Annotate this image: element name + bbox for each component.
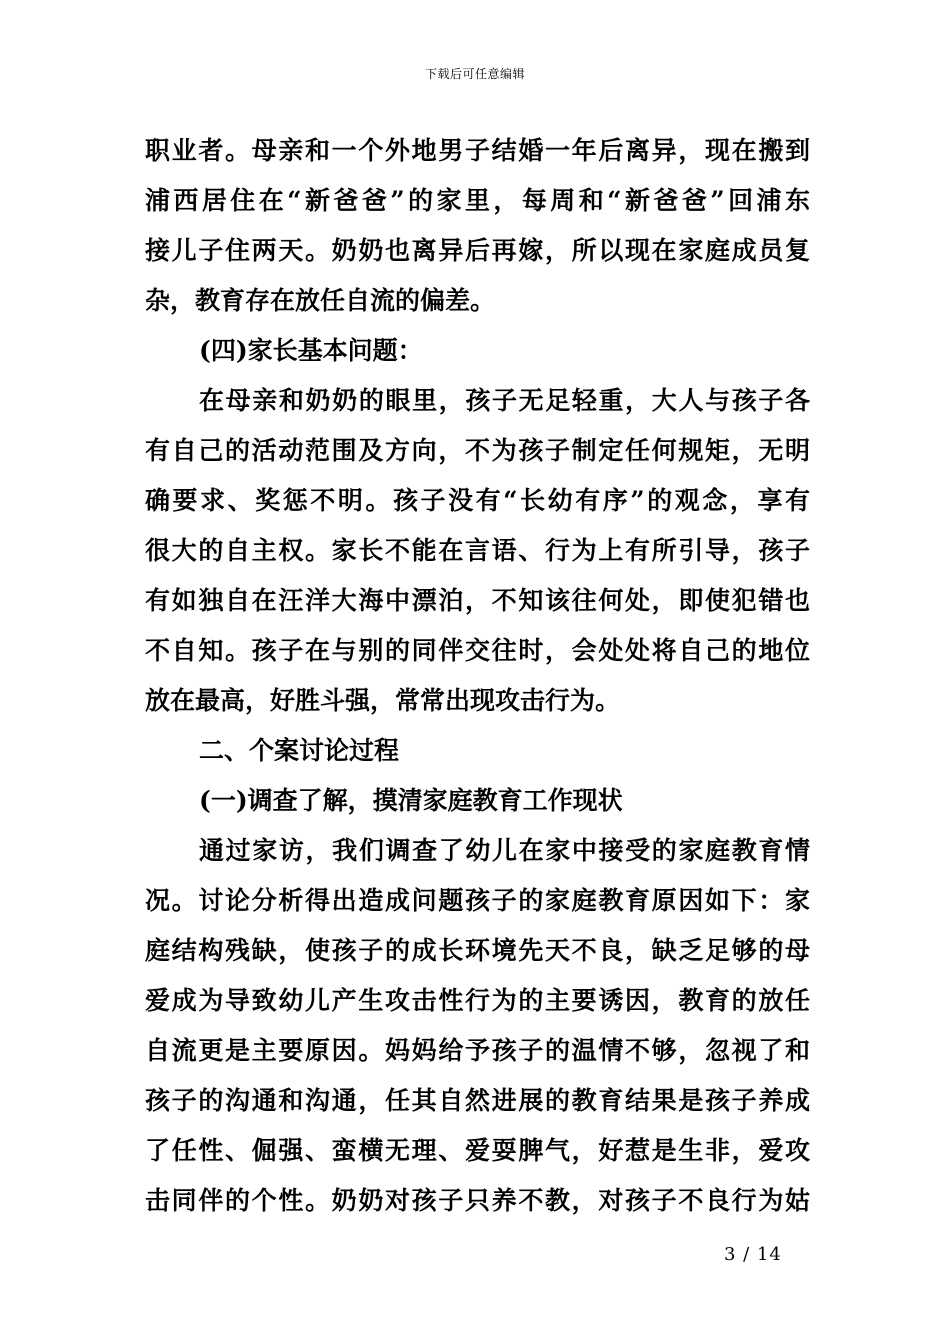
text-line: 放在最高，好胜斗强，常常出现攻击行为。 [145, 686, 621, 715]
text-line: 庭结构残缺，使孩子的成长环境先天不良，缺乏足够的母 [145, 936, 810, 965]
section-heading [145, 326, 810, 376]
text-line: 了任性、倔强、蛮横无理、爱耍脾气，好惹是生非，爱攻 [145, 1136, 810, 1165]
text-line: 二、个案讨论过程 [199, 736, 400, 765]
text-line: 浦西居住在“新爸爸”的家里，每周和“新爸爸”回浦东 [145, 186, 810, 215]
text-line: 自流更是主要原因。妈妈给予孩子的温情不够，忽视了和 [145, 1036, 810, 1065]
text-line: 杂，教育存在放任自流的偏差。 [145, 286, 496, 315]
text-line: 接儿子住两天。奶奶也离异后再嫁，所以现在家庭成员复 [145, 236, 810, 265]
text-line: 不自知。孩子在与别的同伴交往时，会处处将自己的地位 [145, 636, 810, 665]
text-line: 况。讨论分析得出造成问题孩子的家庭教育原因如下：家 [145, 886, 810, 915]
text-line: 在母亲和奶奶的眼里，孩子无足轻重，大人与孩子各 [199, 386, 810, 415]
text-line: 有自己的活动范围及方向，不为孩子制定任何规矩，无明 [145, 436, 810, 465]
text-line: 孩子的沟通和沟通，任其自然进展的教育结果是孩子养成 [145, 1086, 810, 1115]
paragraph [145, 826, 810, 1226]
text-line: 确要求、奖惩不明。孩子没有“长幼有序”的观念，享有 [145, 486, 810, 515]
text-line: 职业者。母亲和一个外地男子结婚一年后离异，现在搬到 [145, 136, 810, 165]
page-header: 下载后可任意编辑 [424, 67, 525, 81]
text-line: 通过家访，我们调查了幼儿在家中接受的家庭教育情 [199, 836, 810, 865]
section-heading [145, 726, 810, 776]
text-line: 有如独自在汪洋大海中漂泊，不知该往何处，即使犯错也 [145, 586, 810, 615]
text-line: 击同伴的个性。奶奶对孩子只养不教，对孩子不良行为姑 [145, 1186, 810, 1215]
text-line: (四)家长基本问题： [199, 336, 423, 365]
text-line: (一)调查了解，摸清家庭教育工作现状 [199, 786, 623, 815]
document-body [145, 126, 810, 1226]
paragraph [145, 126, 810, 326]
paragraph [145, 376, 810, 726]
text-line: 爱成为导致幼儿产生攻击性行为的主要诱因，教育的放任 [145, 986, 810, 1015]
section-heading [145, 776, 810, 826]
page-number: 3 / 14 [724, 1244, 782, 1265]
text-line: 很大的自主权。家长不能在言语、行为上有所引导，孩子 [145, 536, 810, 565]
